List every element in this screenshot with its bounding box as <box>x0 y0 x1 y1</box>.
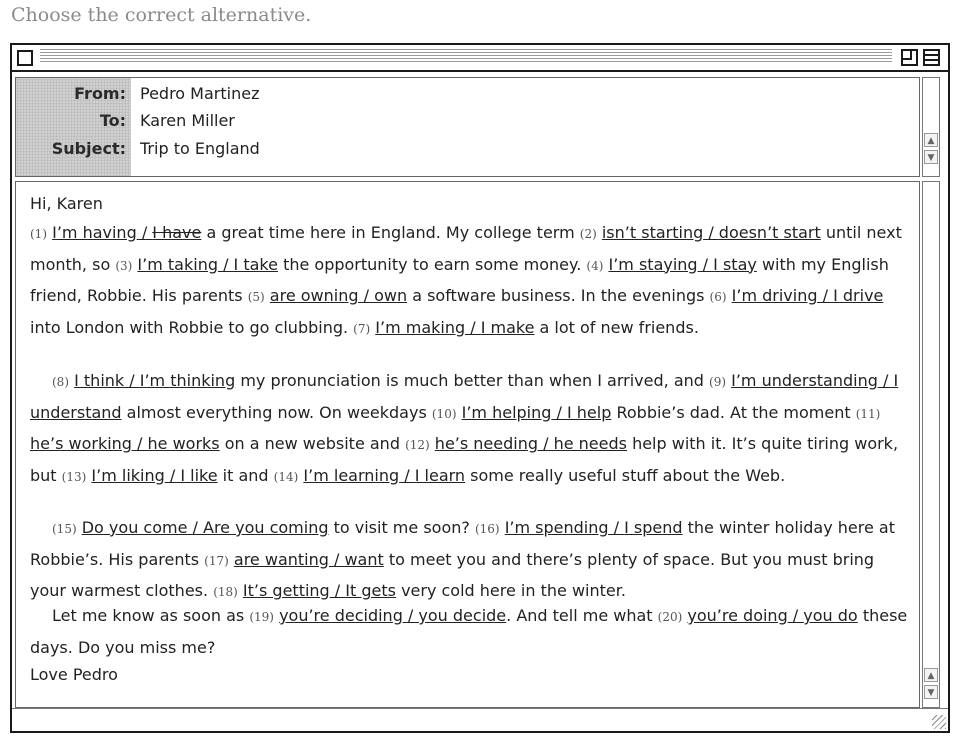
to-value: Karen Miller <box>140 111 235 130</box>
scroll-up-icon[interactable]: ▲ <box>924 133 938 147</box>
resize-grip-icon[interactable] <box>932 715 946 729</box>
choice-4[interactable]: I’m staying / I stay <box>608 254 757 274</box>
from-value: Pedro Martinez <box>140 84 260 103</box>
header-scrollbar[interactable] <box>922 77 940 177</box>
paragraph-1: (1) I’m having / I have a great time here in England. My college term (2) isn’t starting / doesn’t start until next month, so (3) I’m taking / I take the opportunity to earn some money. (4) I’m staying / I stay with my English friend, Robbie. His parents (5) are owning / own a software business. In the evenings (6) I’m driving / I drive into London with Robbie to go clubbing. (7) I’m making / I make a lot of new friends. <box>30 223 902 337</box>
choice-1[interactable]: I’m having / I have <box>52 223 202 242</box>
email-body[interactable] <box>15 181 920 708</box>
email-header <box>15 77 920 177</box>
choice-16[interactable]: I’m spending / I spend <box>504 518 683 537</box>
choice-19[interactable]: you’re deciding / you decide <box>279 606 507 625</box>
choice-14[interactable]: I’m learning / I learn <box>303 465 466 485</box>
choice-9[interactable]: I’m understanding / I understand <box>30 371 899 422</box>
scroll-down-icon[interactable]: ▼ <box>924 150 938 164</box>
instruction-text: Choose the correct alternative. <box>11 4 312 26</box>
from-label: From: <box>74 84 126 103</box>
greeting: Hi, Karen <box>30 194 103 213</box>
choice-7[interactable]: I’m making / I make <box>375 317 535 337</box>
choice-11[interactable]: he’s working / he works <box>30 434 220 454</box>
subject-value: Trip to England <box>140 139 260 158</box>
paragraph-2: (8) I think / I’m thinking my pronunciation is much better than when I arrived, and (9) I’m understanding / I understand almost everything now. On weekdays (10) I’m helping / I help Robbie’s dad. At the moment (11) he’s working / he works on a new website and (12) he’s needing / he needs help with it. It’s quite tiring work, but (13) I’m liking / I like it and (14) I’m learning / I learn some really useful stuff about the Web. <box>30 371 899 485</box>
choice-10[interactable]: I’m helping / I help <box>461 402 612 422</box>
choice-6[interactable]: I’m driving / I drive <box>731 286 884 306</box>
item-number: (1) <box>30 227 47 241</box>
choice-2[interactable]: isn’t starting / doesn’t start <box>601 223 821 242</box>
title-bar-stripes <box>40 49 892 64</box>
choice-15[interactable]: Do you come / Are you coming <box>81 518 329 537</box>
to-label: To: <box>99 111 126 130</box>
subject-label: Subject: <box>51 139 126 158</box>
close-box-icon[interactable] <box>17 50 33 66</box>
choice-20[interactable]: you’re doing / you do <box>687 606 858 625</box>
body-scrollbar[interactable] <box>922 181 940 708</box>
choice-8[interactable]: I think / I’m thinking <box>74 371 236 390</box>
bottom-bar <box>12 708 948 731</box>
choice-18[interactable]: It’s getting / It gets <box>242 581 396 601</box>
choice-17[interactable]: are wanting / want <box>233 549 384 569</box>
title-bar[interactable] <box>12 45 948 72</box>
collapse-box-icon[interactable] <box>923 49 940 66</box>
choice-5[interactable]: are owning / own <box>269 286 408 306</box>
email-window <box>10 43 950 733</box>
struck-option: I have <box>152 223 202 242</box>
choice-12[interactable]: he’s needing / he needs <box>434 434 627 454</box>
scroll-up-icon[interactable]: ▲ <box>924 668 938 682</box>
scroll-down-icon[interactable]: ▼ <box>924 685 938 699</box>
zoom-box-icon[interactable] <box>901 49 918 66</box>
choice-13[interactable]: I’m liking / I like <box>91 465 218 485</box>
paragraph-4: Let me know as soon as (19) you’re deciding / you decide. And tell me what (20) you’re doing / you do these days. Do you miss me? <box>30 606 908 657</box>
signature: Love Pedro <box>30 665 118 684</box>
choice-3[interactable]: I’m taking / I take <box>137 254 278 274</box>
paragraph-3: (15) Do you come / Are you coming to visit me soon? (16) I’m spending / I spend the winter holiday here at Robbie’s. His parents (17) are wanting / want to meet you and there’s plenty of space. But you must bring your warmest clothes. (18) It’s getting / It gets very cold here in the winter. <box>30 518 895 601</box>
